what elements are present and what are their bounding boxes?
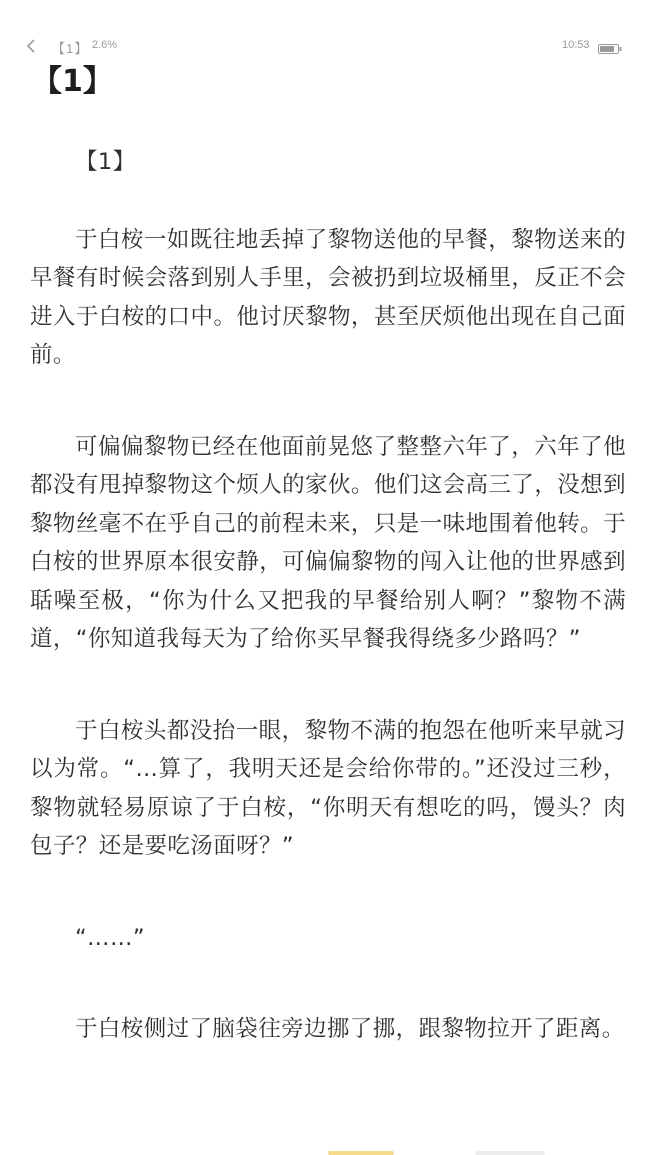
reading-progress: 2.6% [92,39,118,51]
chapter-heading: 【1】 [32,64,113,99]
chevron-left-icon[interactable] [25,39,37,53]
paragraph: 可偏偏黎物已经在他面前晃悠了整整六年了，六年了他都没有甩掉黎物这个烦人的家伙。他们这会高三了，没想到黎物丝毫不在乎自己的前程未来，只是一味地围着他转。于白桉的世界原本很安静，可偏偏黎物的闯入让他的世界感到聒噪至极，“你为什么又把我的早餐给别人啊？”黎物不满道，“你知道我每天为了给你买早餐我得绕多少路吗？” [30,433,626,652]
battery-icon [598,41,622,51]
chapter-subheading: 【1】 [75,149,136,175]
status-chapter-title: 【1】 [52,41,89,56]
status-bar [0,34,650,58]
paragraph: 于白桉一如既往地丢掉了黎物送他的早餐，黎物送来的早餐有时候会落到别人手里，会被扔到垃圾桶里，反正不会进入于白桉的口中。他讨厌黎物，甚至厌烦他出现在自己面前。 [30,226,626,368]
chapter-content [30,143,626,1102]
paragraph: “……” [75,924,145,951]
bottom-hint-bar [475,1151,545,1155]
paragraph: 于白桉头都没抬一眼，黎物不满的抱怨在他听来早就习以为常。“…算了，我明天还是会给你带的。”还没过三秒，黎物就轻易原谅了于白桉，“你明天有想吃的吗，馒头？肉包子？还是要吃汤面呀？” [30,717,626,859]
bottom-highlight-bar [328,1151,394,1155]
clock-time: 10:53 [562,39,590,51]
paragraph: 于白桉侧过了脑袋往旁边挪了挪，跟黎物拉开了距离。 [75,1016,625,1042]
